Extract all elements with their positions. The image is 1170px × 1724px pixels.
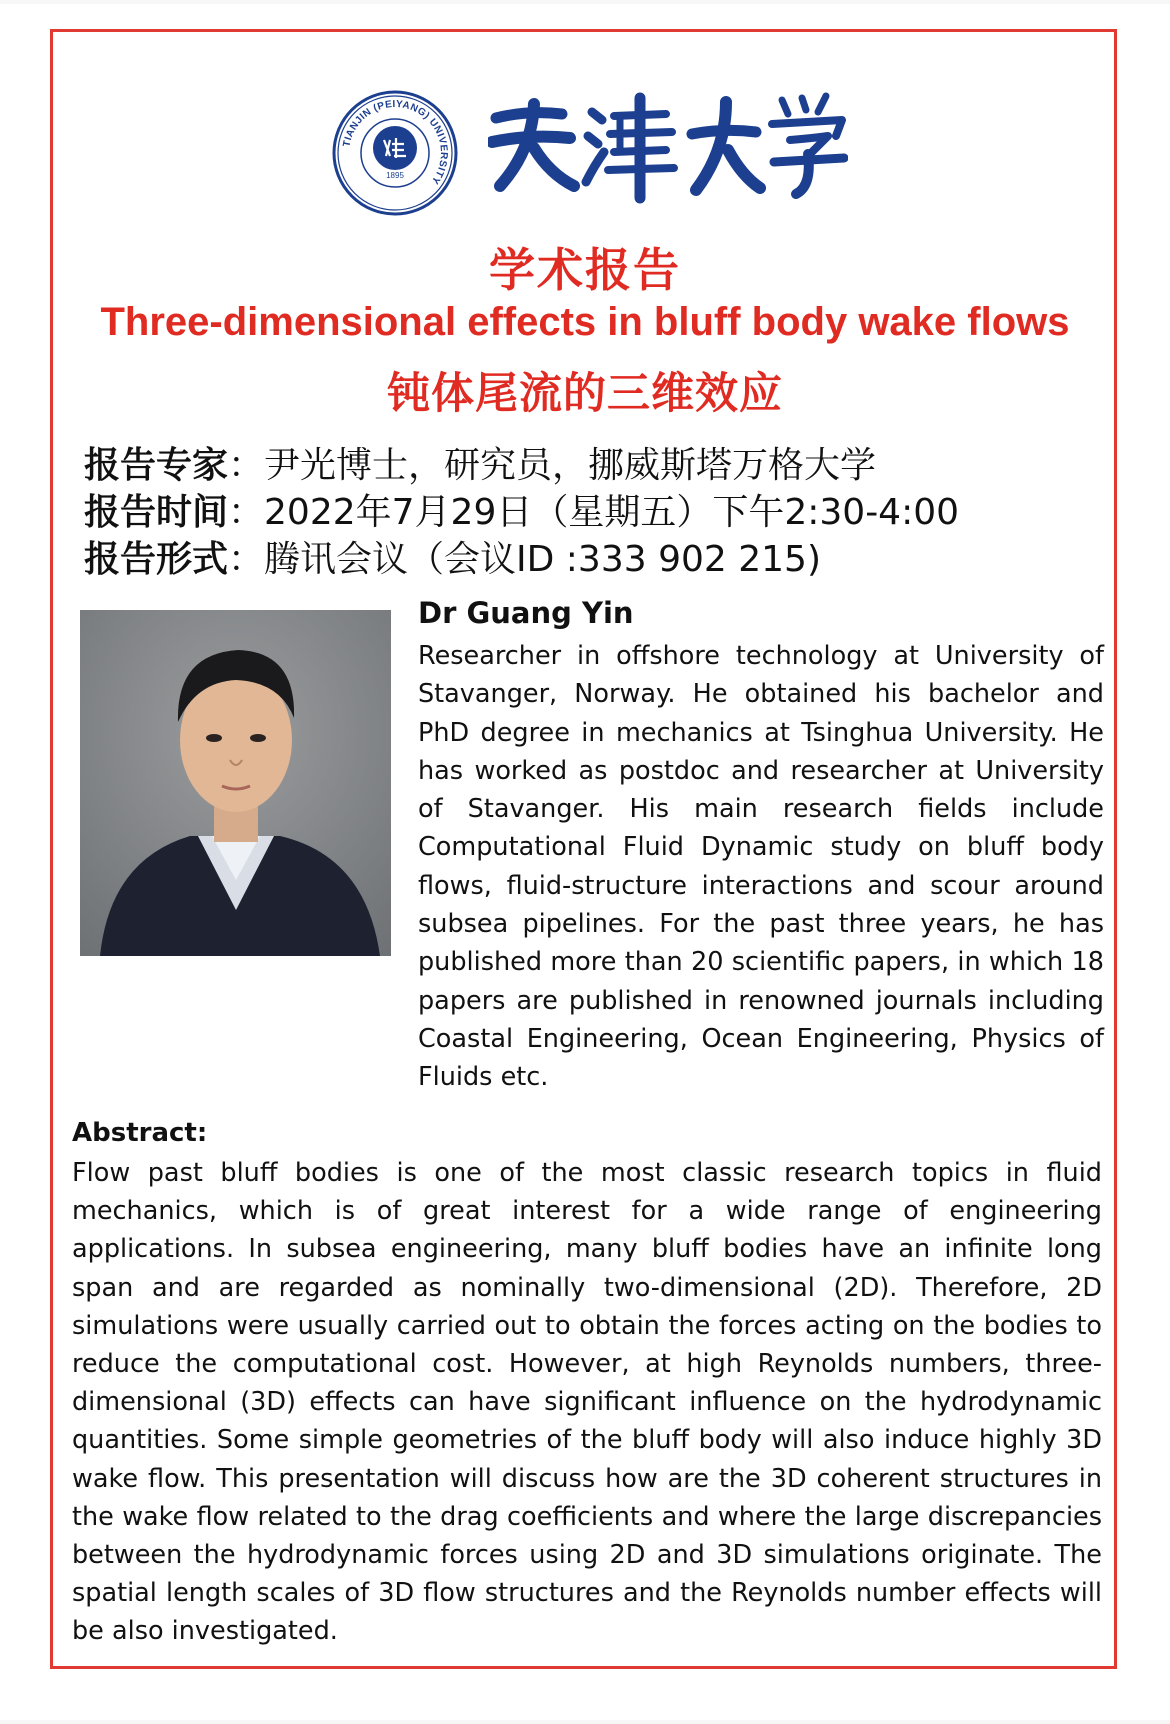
svg-text:1895: 1895 (386, 171, 404, 180)
speaker-bio: Researcher in offshore technology at University of Stavanger, Norway. He obtained his bachelor and PhD degree in mechanics at Tsinghua University. He has worked as postdoc and researcher at University of Stavanger. His main research fields include Computational Fluid Dynamic study on bluff body flows, fluid-structure interactions and scour around subsea pipelines. For the past three years, he has published more than 20 scientific papers, in which 18 papers are published in renowned journals including Coastal Engineering, Ocean Engineering, Physics of Fluids etc. (418, 641, 1104, 1093)
info-value: ：腾讯会议（会议ID :333 902 215) (228, 539, 821, 580)
talk-category-heading: 学术报告 (489, 243, 681, 297)
english-title: Three-dimensional effects in bluff body wake flows (100, 300, 1070, 344)
speaker-name: Dr Guang Yin (418, 596, 634, 630)
speaker-photo (80, 610, 391, 956)
info-row-time (84, 484, 959, 535)
info-label: 报告时间 (84, 492, 229, 533)
university-seal-logo (332, 90, 458, 216)
chinese-title: 钝体尾流的三维效应 (387, 369, 783, 419)
poster (0, 4, 1170, 1720)
info-row-format (84, 531, 821, 582)
abstract-text: Flow past bluff bodies is one of the most classic research topics in fluid mechanics, which is of great interest for a wide range of engineering applications. In subsea engineering, many bluff bodies have an infinite long span and are regarded as nominally two-dimensional (2D). Therefore, 2D simulations were usually carried out to obtain the forces acting on the bodies to reduce the computational cost. However, at high Reynolds numbers, three-dimensional (3D) effects can have significant influence on the hydrodynamic quantities. Some simple geometries of the bluff body will also induce highly 3D wake flow. This presentation will discuss how are the 3D coherent structures in the wake flow related to the drag coefficients and where the large discrepancies between the hydrodynamic forces using 2D and 3D simulations originate. The spatial length scales of 3D flow structures and the Reynolds number effects will be also investigated. (72, 1158, 1102, 1647)
info-label: 报告专家 (84, 445, 229, 486)
info-label: 报告形式 (84, 539, 229, 580)
info-value: ：尹光博士，研究员，挪威斯塔万格大学 (228, 445, 877, 486)
university-wordmark-logo (488, 90, 848, 204)
info-row-speaker (84, 437, 876, 488)
svg-text:天津大学: 天津大学 (488, 90, 492, 91)
info-value: ：2022年7月29日（星期五）下午2:30-4:00 (228, 492, 960, 533)
abstract-heading: Abstract: (72, 1118, 208, 1148)
svg-text:TIANJIN (PEIYANG) UNIVERSITY: TIANJIN (PEIYANG) UNIVERSITY (341, 98, 450, 187)
